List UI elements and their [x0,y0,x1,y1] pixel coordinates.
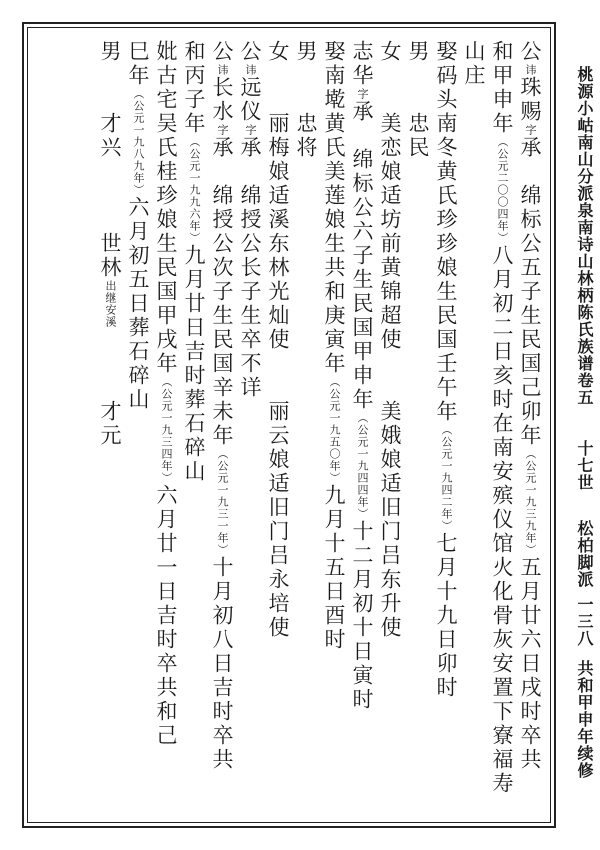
header-edition: 共和甲申年续修 [575,660,594,779]
text-run: 和丙子年 [182,40,206,136]
text-run: 五月廿六日戌时卒共 [518,556,542,772]
text-run: 志华 [350,40,374,88]
text-column-7 [351,40,372,712]
text-run: 巳年 [126,40,150,88]
text-run: 和甲申年 [490,40,514,136]
text-run: 娶码头南冬黄氏珍珍娘生民国壬午年 [434,40,458,424]
header-volume: 卷五 [575,372,594,406]
text-run: 才兴 [98,64,122,160]
text-run: 七月十九日卯时 [434,532,458,700]
text-run: 美恋娘适坊前黄锦超使 [378,64,402,352]
text-column-3 [463,40,484,88]
text-run: 女 [266,40,290,64]
text-run: 丽云娘适旧门吕永培使 [266,352,290,640]
text-run: 承 [210,136,234,160]
text-run: 承 [518,136,542,160]
header-generation: 十七世 [575,440,594,491]
text-column-5 [407,40,428,160]
text-run: 字 [356,88,369,100]
text-run: 公 [210,40,234,64]
text-column-13 [183,40,204,484]
text-run: 娶南墘黄氏美莲娘生共和庚寅年 [322,40,346,376]
text-run: 山庄 [462,40,486,88]
text-column-6 [379,40,400,640]
text-run: （公元一九三四年） [160,376,173,484]
text-run: 男 [294,40,318,64]
text-run: 八月初二日亥时在南安殡仪馆火化骨灰安置下寮福寿 [490,244,514,796]
text-run: 讳 [216,64,229,76]
text-run: 字 [244,124,257,136]
text-run: 公 [518,40,542,64]
text-column-2 [491,40,512,796]
text-run: （公元一九三九年） [524,448,537,556]
text-column-16 [99,40,120,448]
text-run: 六月廿一日吉时卒共和己 [154,484,178,748]
text-run: 出继安溪 [104,280,117,328]
text-run: 讳 [244,64,257,76]
text-run: 男 [406,40,430,64]
text-column-11 [239,40,260,400]
text-run: 美娥娘适旧门吕东升使 [378,352,402,640]
text-run: （公元一九九六年） [188,136,201,244]
text-run: 九月廿日吉时葬石碎山 [182,244,206,484]
text-run: 讳 [524,64,537,76]
text-column-14 [155,40,176,748]
text-run: 九月十五日酉时 [322,484,346,652]
text-run: 承 [238,136,262,160]
text-run: （公元一九四二年） [440,424,453,532]
text-run: 绵授公次子生民国辛未年 [210,160,234,448]
text-run: 字 [216,124,229,136]
text-run: 绵授公长子生卒不详 [238,160,262,400]
text-column-4 [435,40,456,700]
text-run: 长水 [210,76,234,124]
text-run: 男 [98,40,122,64]
text-run: 公 [238,40,262,64]
text-run: 世林 [98,160,122,280]
text-run: （公元二〇〇四年） [496,136,509,244]
header-title: 桃源小岵南山分派泉南诗山林柄陈氏族谱 [575,66,594,372]
text-run: 六月初五日葬石碎山 [126,196,150,412]
text-run: 十月初八日吉时卒共 [210,556,234,772]
text-run: 忠民 [406,64,430,160]
text-column-9 [295,40,316,160]
text-column-12 [211,40,232,772]
text-run: （公元一九五〇年） [328,376,341,484]
text-run: （公元一九四四年） [356,412,369,520]
text-run: 绵标公五子生民国己卯年 [518,160,542,448]
text-column-1 [519,40,540,772]
text-column-10 [267,40,288,640]
text-run: 远仪 [238,76,262,124]
text-column-15 [127,40,148,412]
header-branch: 松柏脚派 [575,520,594,588]
text-run: （公元一九八九年） [132,88,145,196]
text-run: 承 [350,100,374,124]
text-run: 珠赐 [518,76,542,124]
text-column-8 [323,40,344,652]
text-run: 绵标公六子生民国甲申年 [350,124,374,412]
text-run: （公元一九三一年） [216,448,229,556]
text-run: 丽梅娘适溪东林光灿使 [266,64,290,352]
text-run: 女 [378,40,402,64]
text-run: 才元 [98,328,122,448]
page-number: 一三八 [575,596,594,647]
text-run: 忠将 [294,64,318,160]
text-run: 十二月初十日寅时 [350,520,374,712]
text-run: 字 [524,124,537,136]
text-run: 妣古宅吴氏桂珍娘生民国甲戌年 [154,40,178,376]
